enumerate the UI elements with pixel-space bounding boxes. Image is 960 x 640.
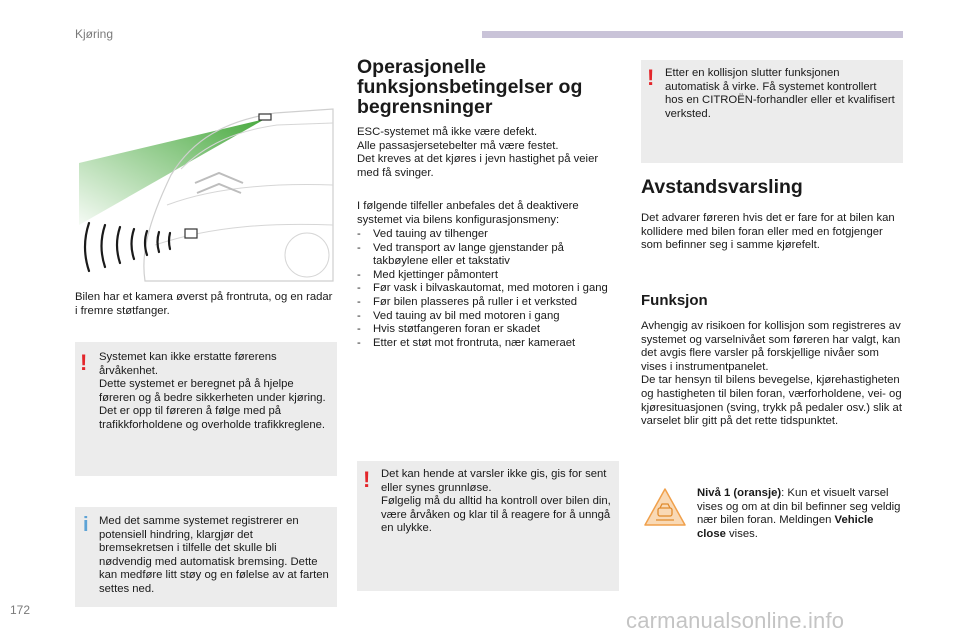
- warning-box-right: [641, 60, 903, 163]
- alert-triangle-icon: [643, 486, 687, 528]
- list-item: - Ved transport av lange gjenstander på takbøylene eller et takstativ: [357, 242, 619, 269]
- subtitle-block: [641, 292, 903, 310]
- section-title-distance-alert: Avstandsvarsling: [641, 176, 803, 198]
- warning-text-right: Etter en kollisjon slutter funksjonen automatisk å virke. Få systemet kontrollert hos en CITROËN-forhandler eller et kvalifisert verksted.: [665, 67, 895, 120]
- list-item: - Hvis støtfangeren foran er skadet: [357, 323, 619, 337]
- page-number: 172: [10, 603, 31, 617]
- list-item: - Etter et støt mot frontruta, nær kameraet: [357, 337, 619, 351]
- list-item: - Før vask i bilvaskautomat, med motoren i gang: [357, 282, 619, 296]
- deactivation-list: [357, 228, 619, 350]
- radar-waves: [85, 223, 170, 271]
- warning-icon: !: [647, 65, 655, 90]
- level-1-desc-b: vises.: [725, 527, 758, 540]
- watermark: carmanualsonline.info: [626, 608, 845, 633]
- warning-box-left: [75, 342, 337, 476]
- warning-icon: !: [80, 350, 88, 375]
- warning-icon: !: [363, 467, 371, 492]
- deactivation-intro: I følgende tilfeller anbefales det å deaktivere systemet via bilens konfigurasjonsmeny:: [357, 200, 579, 226]
- list-item: - Med kjettinger påmontert: [357, 269, 619, 283]
- list-item: - Ved tauing av tilhenger: [357, 228, 619, 242]
- warning-text-middle: Det kan hende at varsler ikke gis, gis for sent eller synes grunnløse. Følgelig må du alltid ha kontroll over bilen din, være årvåken og klar til å reagere for å unngå en ulykke.: [381, 468, 611, 535]
- vehicle-illustration: [75, 105, 335, 285]
- function-text: Avhengig av risikoen for kollisjon som registreres av systemet og varselnivået som føreren har valgt, kan det avgis flere varsler på forskjellige nivåer som vises i instrumentpanelet. De tar hensyn til bilens bevegelse, kjørehastigheten og hastigheten til bilen foran, værforholdene, vei- og kjøresituasjonen (sving, trykk på pedaler osv.) slik at varselet blir gitt på det rette tidspunktet.: [641, 320, 902, 428]
- warning-box-middle: [357, 461, 619, 591]
- figure-caption: Bilen har et kamera øverst på frontruta, og en radar i fremre støtfanger.: [75, 291, 333, 317]
- list-item: - Ved tauing av bil med motoren i gang: [357, 310, 619, 324]
- level-1-label: Nivå 1 (oransje): [697, 487, 782, 499]
- info-text-left: Med det samme systemet registrerer en potensiell hindring, klargjør det bremsekretsen i tilfelle det skulle bli nødvendig med automatisk bremsing. Dette kan medføre litt støy og en følelse av at farten settes ned.: [99, 515, 329, 595]
- distance-alert-intro: Det advarer føreren hvis det er fare for at bilen kan kollidere med bilen foran eller med en fotgjenger som befinner seg i samme kjørefelt.: [641, 212, 895, 252]
- warning-text-left: Systemet kan ikke erstatte førerens årvåkenhet. Dette systemet er beregnet på å hjelpe føreren og å bedre sikkerheten under kjøring. Det er opp til føreren å følge med på trafikkforholdene og overholde trafikkreglene.: [99, 351, 326, 431]
- list-item: - Før bilen plasseres på ruller i et verksted: [357, 296, 619, 310]
- middle-column: [357, 57, 619, 117]
- subtitle-function: Funksjon: [641, 292, 708, 309]
- camera-icon: [259, 114, 271, 120]
- title-block-distance: [641, 176, 903, 198]
- header-bar: [482, 31, 903, 38]
- level-1-desc-a: : Kun et visuelt varsel vises og om at din bil befinner seg veldig nær bilen foran. Meldingen: [697, 487, 901, 527]
- conditions-text: ESC-systemet må ikke være defekt. Alle passasjersetebelter må være festet. Det kreves at det kjøres i jevn hastighet på veier med få svinger.: [357, 126, 599, 179]
- info-box-left: [75, 507, 337, 607]
- camera-beam: [79, 119, 265, 225]
- section-title-conditions: Operasjonelle funksjonsbetingelser og begrensninger: [357, 56, 583, 118]
- radar-icon: [185, 229, 197, 238]
- section-label: Kjøring: [75, 27, 114, 41]
- info-icon: i: [83, 514, 89, 536]
- level-1-text: [697, 487, 903, 541]
- vehicle-close-message: Vehicle close: [697, 514, 874, 540]
